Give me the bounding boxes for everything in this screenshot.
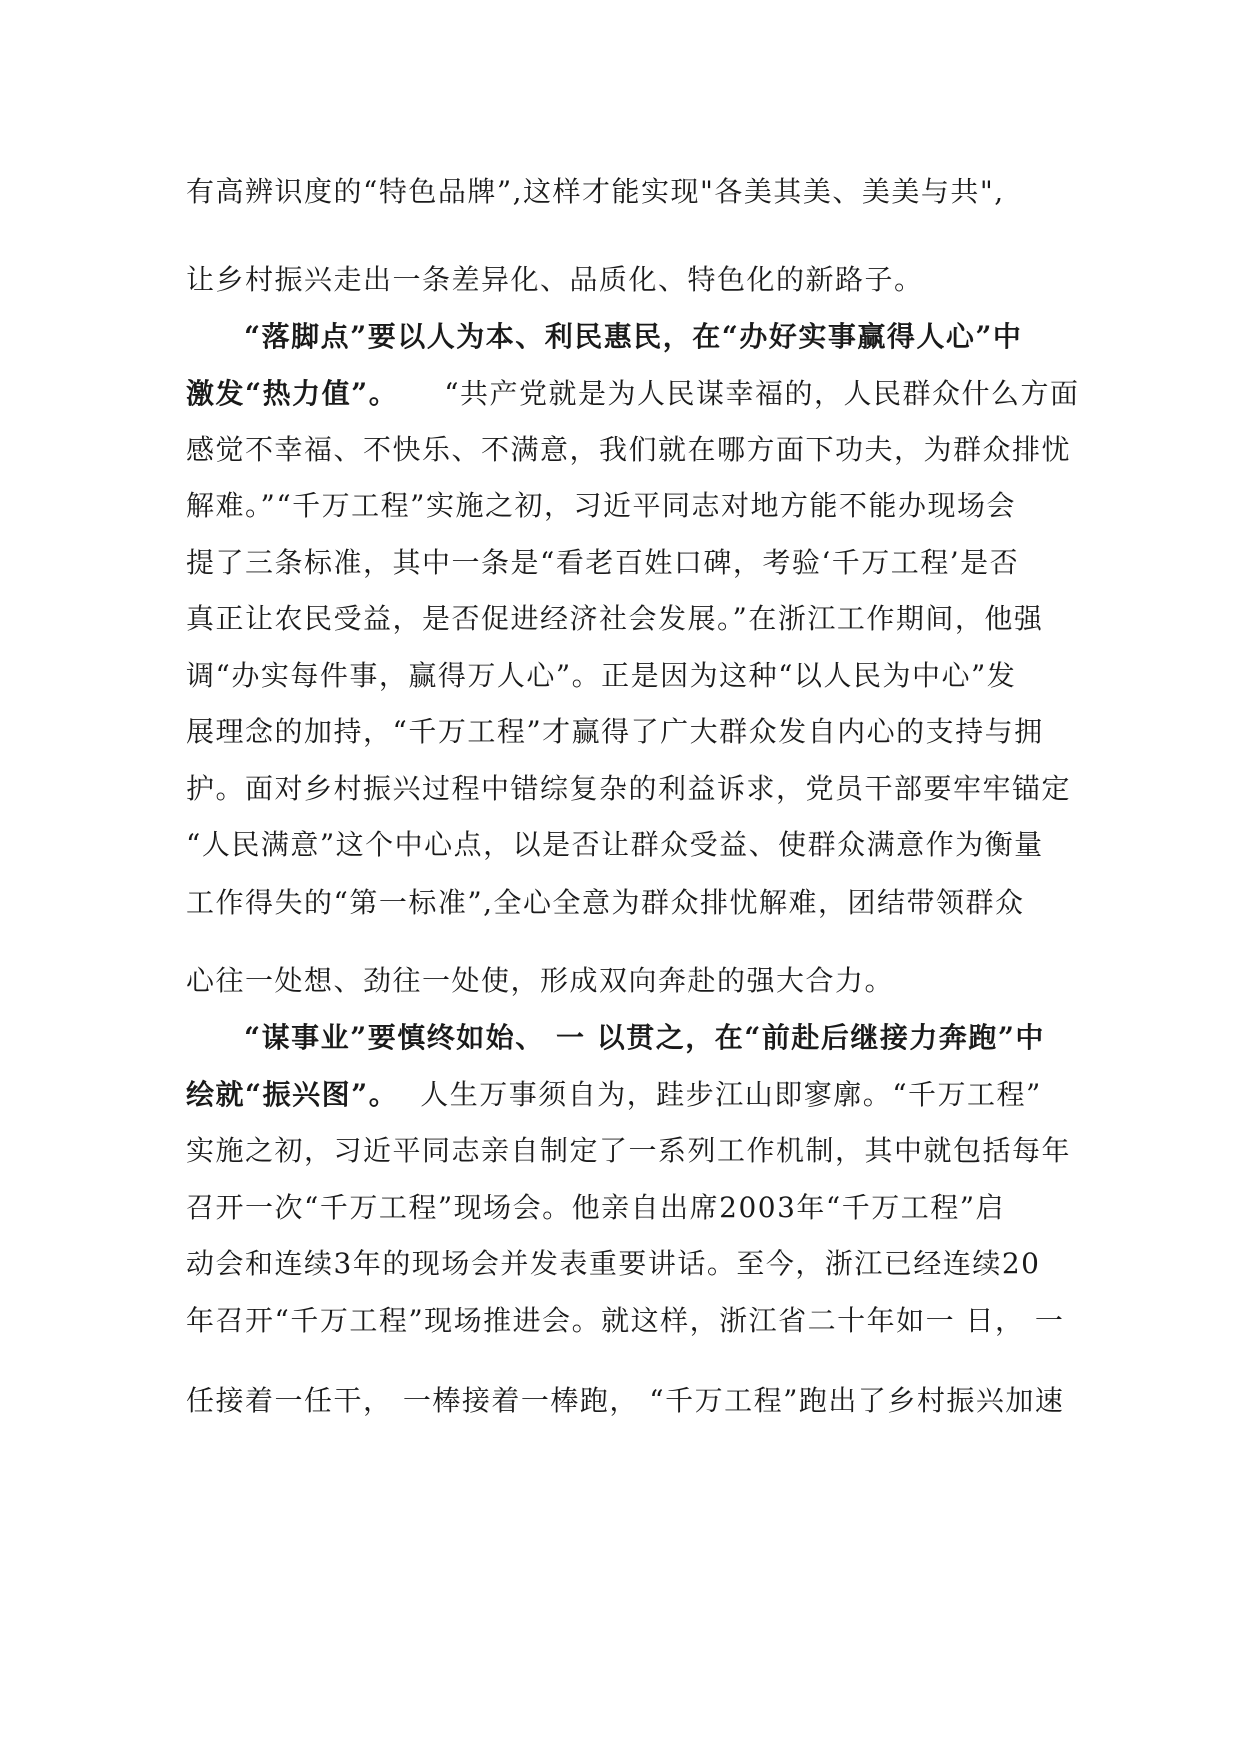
text-line: 工作得失的“第一标准”,全心全意为群众排忧解难，团结带领群众	[186, 886, 1025, 919]
text-line: 解难。”“千万工程”实施之初，习近平同志对地方能不能办现场会	[186, 489, 1016, 522]
section-heading: “谋事业”要慎终如始、 一 以贯之，在“前赴后继接力奔跑”中	[244, 1021, 1045, 1054]
text-line: 任接着一任干， 一棒接着一棒跑， “千万工程”跑出了乡村振兴加速	[186, 1384, 1065, 1417]
text-line: 有高辨识度的“特色品牌”,这样才能实现"各美其美、美美与共",	[186, 175, 1005, 208]
text-line: 召开一次“千万工程”现场会。他亲自出席2003年“千万工程”启	[186, 1191, 1006, 1224]
text-line: “人民满意”这个中心点，以是否让群众受益、使群众满意作为衡量	[186, 828, 1044, 861]
text-line	[186, 374, 1080, 414]
paragraph-start: 人生万事须自为，跬步江山即寥廓。“千万工程”	[420, 1078, 1042, 1111]
text-line: 展理念的加持，“千万工程”才赢得了广大群众发自内心的支持与拥	[186, 715, 1044, 748]
text-line: 感觉不幸福、不快乐、不满意，我们就在哪方面下功夫，为群众排忧	[186, 433, 1072, 466]
text-line: 动会和连续3年的现场会并发表重要讲话。至今，浙江已经连续20	[186, 1247, 1041, 1280]
section-heading: “落脚点”要以人为本、利民惠民，在“办好实事赢得人心”中	[244, 320, 1023, 353]
text-line: 护。面对乡村振兴过程中错综复杂的利益诉求，党员干部要牢牢锚定	[186, 772, 1072, 805]
text-line: 心往一处想、劲往一处使，形成双向奔赴的强大合力。	[186, 964, 895, 997]
text-line: 调“办实每件事，赢得万人心”。正是因为这种“以人民为中心”发	[186, 659, 1017, 692]
section-heading-end: 激发“热力值”。	[186, 377, 399, 410]
text-line: 真正让农民受益，是否促进经济社会发展。”在浙江工作期间，他强	[186, 602, 1044, 635]
text-line: 年召开“千万工程”现场推进会。就这样，浙江省二十年如一 日， 一	[186, 1304, 1065, 1337]
text-line	[186, 1075, 1056, 1115]
section-heading-end: 绘就“振兴图”。	[186, 1078, 399, 1111]
text-line: 提了三条标准，其中一条是“看老百姓口碑，考验‘千万工程’是否	[186, 546, 1020, 579]
text-line: 让乡村振兴走出一条差异化、品质化、特色化的新路子。	[186, 263, 924, 296]
paragraph-start: “共产党就是为人民谋幸福的，人民群众什么方面	[444, 377, 1080, 410]
text-line: 实施之初，习近平同志亲自制定了一系列工作机制，其中就包括每年	[186, 1134, 1072, 1167]
